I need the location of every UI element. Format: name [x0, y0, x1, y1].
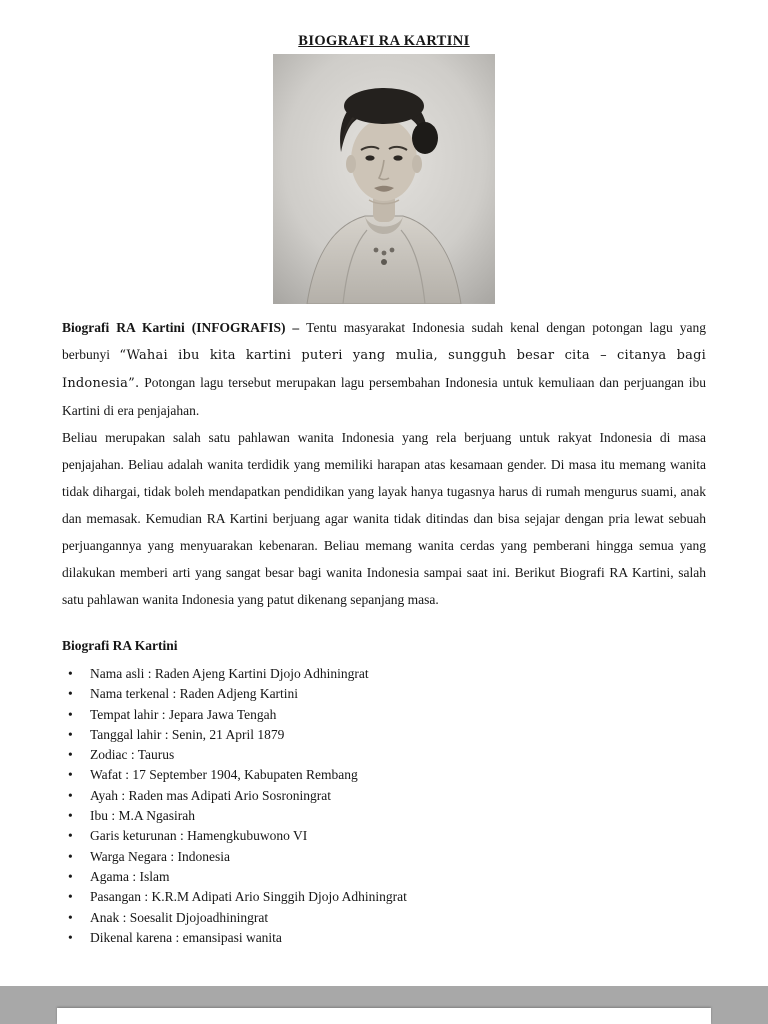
intro-paragraph: [62, 314, 706, 424]
fact-item-wafat: • Wafat : 17 September 1904, Kabupaten Rembang: [62, 765, 706, 785]
page-gap: [0, 986, 768, 1008]
fact-item-warga-negara: • Warga Negara : Indonesia: [62, 847, 706, 867]
fact-item-zodiac: • Zodiac : Taurus: [62, 745, 706, 765]
fact-item-ayah: • Ayah : Raden mas Adipati Ario Sosroningrat: [62, 786, 706, 806]
fact-item-tanggal-lahir: • Tanggal lahir : Senin, 21 April 1879: [62, 725, 706, 745]
fact-item-ibu: • Ibu : M.A Ngasirah: [62, 806, 706, 826]
fact-item-pasangan: • Pasangan : K.R.M Adipati Ario Singgih Djojo Adhiningrat: [62, 887, 706, 907]
body-paragraph: Beliau merupakan salah satu pahlawan wanita Indonesia yang rela berjuang untuk rakyat Indonesia di masa penjajahan. Beliau adalah wanita terdidik yang memiliki harapan atas kesamaan gender. Di masa itu memang wanita tidak dihargai, tidak boleh mendapatkan pendidikan yang layak hanya tugasnya harus di rumah mengurus suami, anak dan memasak. Kemudian RA Kartini berjuang agar wanita tidak ditindas dan bisa sejajar dengan pria lewat sebuah perjuangannya yang menyuarakan kebenaran. Beliau memang wanita cerdas yang pemberani hingga semua yang dilakukan memberi arti yang sangat besar bagi wanita Indonesia sampai saat ini. Berikut Biografi RA Kartini, salah satu pahlawan wanita Indonesia yang patut dikenang sepanjang masa.: [62, 430, 706, 607]
fact-item-nama-asli: • Nama asli : Raden Ajeng Kartini Djojo Adhiningrat: [62, 664, 706, 684]
document-title: BIOGRAFI RA KARTINI: [298, 33, 470, 49]
fact-item-nama-terkenal: • Nama terkenal : Raden Adjeng Kartini: [62, 684, 706, 704]
facts-list: [62, 664, 706, 948]
next-page-preview: [57, 1008, 711, 1024]
kartini-portrait-photo: [273, 54, 495, 304]
section-heading: Biografi RA Kartini: [62, 638, 178, 653]
fact-item-tempat-lahir: • Tempat lahir : Jepara Jawa Tengah: [62, 705, 706, 725]
fact-item-dikenal-karena: • Dikenal karena : emansipasi wanita: [62, 928, 706, 948]
intro-paragraph-lead: Biografi RA Kartini (INFOGRAFIS) –: [62, 320, 307, 335]
fact-item-anak: • Anak : Soesalit Djojoadhiningrat: [62, 908, 706, 928]
kartini-portrait-image: [273, 54, 495, 304]
song-quote: “Wahai ibu kita kartini puteri yang mulia, sungguh besar cita – citanya bagi Indonesia”.: [62, 348, 706, 391]
fact-item-garis-keturunan: • Garis keturunan : Hamengkubuwono VI: [62, 826, 706, 846]
intro-paragraph-text: Tentu masyarakat Indonesia sudah kenal dengan potongan lagu yang berbunyi: [62, 320, 706, 362]
intro-paragraph-text-after: Potongan lagu tersebut merupakan lagu persembahan Indonesia untuk kemuliaan dan perjuangan ibu Kartini di era penjajahan.: [62, 375, 706, 418]
fact-item-agama: • Agama : Islam: [62, 867, 706, 887]
